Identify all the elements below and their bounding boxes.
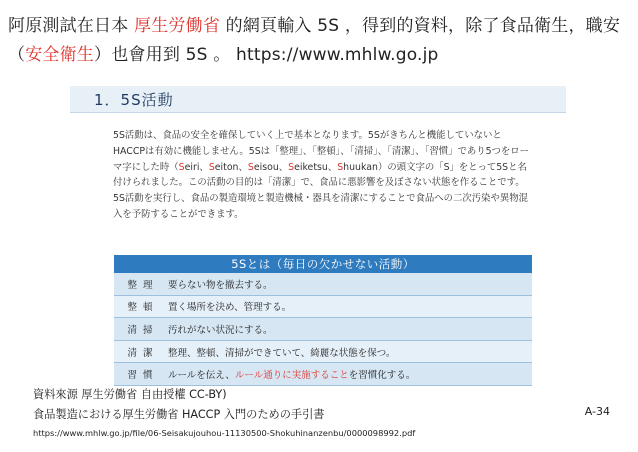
row-value: 汚れがない状況にする。 xyxy=(168,324,273,336)
table-row xyxy=(114,296,532,319)
row-value: 要らない物を撤去する。 xyxy=(168,279,273,291)
row-key: 習慣 xyxy=(127,370,159,382)
source-citation xyxy=(33,385,415,441)
row-key: 清掃 xyxy=(127,324,159,336)
body-text-3: eiton、 xyxy=(214,161,248,173)
intro-highlight-safety: 安全衛生 xyxy=(25,45,95,65)
source-url[interactable]: https://www.mhlw.go.jp/file/06-Seisakujouhou-11130500-Shokuhinanzenbu/0000098992.pdf xyxy=(33,428,416,438)
body-paragraph xyxy=(113,128,533,223)
table-title: 5Sとは（毎日の欠かせない活動） xyxy=(114,255,532,273)
body-letter-s: S xyxy=(288,161,295,173)
source-line-2: 食品製造における厚生労働省 HACCP 入門のための手引書 xyxy=(33,408,325,421)
row-value: 整理、整頓、清掃ができていて、綺麗な状態を保つ。 xyxy=(168,347,396,359)
table-row xyxy=(114,341,532,364)
row-key: 整頓 xyxy=(127,302,159,314)
body-text-2: eiri、 xyxy=(184,161,209,173)
section-heading: 1．5S活動 xyxy=(94,91,174,109)
body-text-4: eisou、 xyxy=(253,161,289,173)
body-letter-s: S xyxy=(178,161,185,173)
row-value-part: を習慣化する。 xyxy=(348,370,416,382)
row-value-part: ルールを伝え、 xyxy=(168,370,235,382)
table-row xyxy=(114,318,532,341)
table-body xyxy=(114,273,532,386)
section-heading-bar xyxy=(70,86,566,113)
body-text-5: eiketsu、 xyxy=(294,161,338,173)
table-row xyxy=(114,273,532,296)
body-letter-s: S xyxy=(208,161,215,173)
intro-part-2: 的網頁輸入 5S ，得到的資料，除了食品衛生，職安（ xyxy=(8,16,621,65)
body-text-6: huukan）の頭文字の「S」をとって5Sと名付けられました。この活動の目的は「清潔」で、食品に悪影響を及ぼさない状態を作ることです。5S活動を実行し、食品の製造環境と製造機械・器具を清潔にすることで食品への二次汚染や異物混入を予防することができます。 xyxy=(113,161,529,220)
row-key: 清潔 xyxy=(127,347,159,359)
page-number: A-34 xyxy=(584,405,610,418)
row-value: 置く場所を決め、管理する。 xyxy=(168,302,292,314)
source-line-1: 資料來源 厚生労働省 自由授權 CC-BY) xyxy=(33,388,227,401)
row-value-highlight: ルール通りに実施すること xyxy=(234,370,349,382)
row-key: 整理 xyxy=(127,279,159,291)
5s-table xyxy=(114,255,532,386)
intro-part-1: 阿原測試在日本 xyxy=(8,16,129,36)
body-letter-s: S xyxy=(247,161,254,173)
intro-text xyxy=(8,12,632,70)
body-text-1: 5S活動は、食品の安全を確保していく上で基本となります。5Sがきちんと機能していないとHACCPは有効に機能しません。5Sは「整理」、「整頓」、「清掃」、「清潔」、「習慣」であり5つをローマ字にした時（ xyxy=(113,130,530,173)
intro-part-3: ）也會用到 5S 。 https://www.mhlw.go.jp xyxy=(94,45,439,65)
table-row xyxy=(114,363,532,386)
row-value xyxy=(166,367,532,381)
intro-highlight-mhlw: 厚生労働省 xyxy=(134,16,221,36)
body-letter-s: S xyxy=(337,161,344,173)
